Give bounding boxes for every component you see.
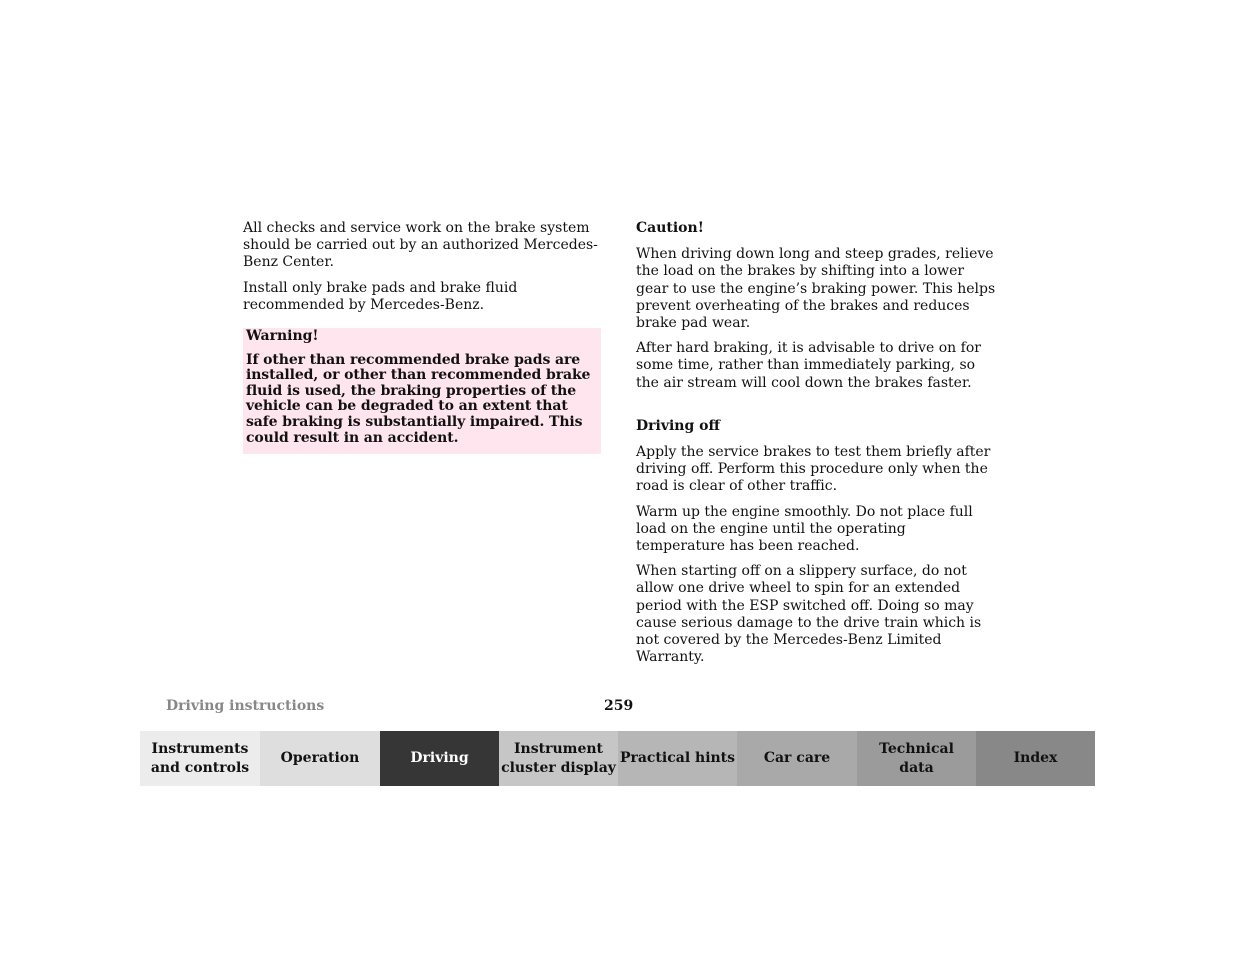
- tab-instruments-and-controls[interactable]: Instruments and controls: [140, 731, 260, 786]
- tab-car-care[interactable]: Car care: [737, 731, 857, 786]
- warning-title: Warning!: [246, 328, 319, 345]
- page-number: 259: [604, 698, 634, 714]
- driving-off-paragraph: When starting off on a slippery surface, do not allow one drive wheel to spin for an extended period with the ESP switched off. Doing so may cause serious damage to the drive train which is not covered by the Mercedes-Benz Limited Warranty.: [636, 563, 982, 666]
- caution-paragraph: When driving down long and steep grades, relieve the load on the brakes by shifting into a lower gear to use the engine’s braking power. This helps prevent overheating of the brakes and reduces brake pad wear.: [636, 246, 996, 332]
- brake-pads-paragraph: Install only brake pads and brake fluid recommended by Mercedes-Benz.: [243, 279, 518, 313]
- brake-service-paragraph: All checks and service work on the brake system should be carried out by an authorized Mercedes-Benz Center.: [243, 220, 598, 271]
- section-title: Driving instructions: [166, 698, 325, 714]
- chapter-nav: [140, 731, 1095, 786]
- tab-index[interactable]: Index: [976, 731, 1095, 786]
- driving-off-paragraph: Apply the service brakes to test them briefly after driving off. Perform this procedure only when the road is clear of other traffic.: [636, 444, 991, 495]
- tab-driving[interactable]: Driving: [380, 731, 499, 786]
- caution-paragraph: After hard braking, it is advisable to drive on for some time, rather than immediately parking, so the air stream will cool down the brakes faster.: [636, 340, 981, 391]
- warning-box: [243, 328, 601, 454]
- tab-technical-data[interactable]: Technical data: [857, 731, 976, 786]
- tab-operation[interactable]: Operation: [260, 731, 380, 786]
- tab-instrument-cluster-display[interactable]: Instrument cluster display: [499, 731, 618, 786]
- right-column: [636, 220, 996, 674]
- tab-practical-hints[interactable]: Practical hints: [618, 731, 737, 786]
- caution-title: Caution!: [636, 220, 704, 236]
- driving-off-paragraph: Warm up the engine smoothly. Do not place full load on the engine until the operating temperature has been reached.: [636, 503, 973, 555]
- left-column: [243, 220, 601, 454]
- warning-text: If other than recommended brake pads are installed, or other than recommended brake fluid is used, the braking properties of the vehicle can be degraded to an extent that safe braking is substantially impaired. This could result in an accident.: [246, 351, 591, 446]
- driving-off-heading: Driving off: [636, 417, 720, 434]
